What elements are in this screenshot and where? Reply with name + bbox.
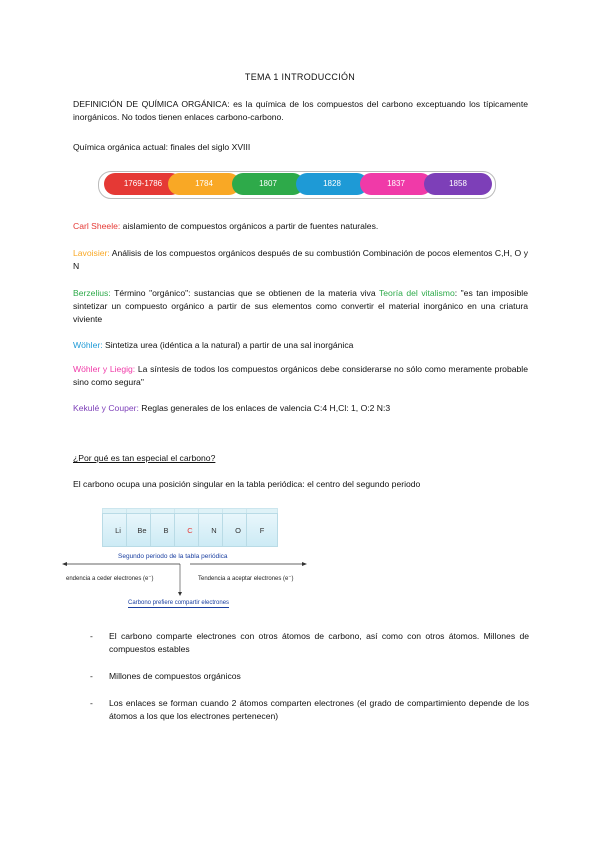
entry-text: Sintetiza urea (idéntica a la natural) a partir de una sal inorgánica [102, 340, 354, 350]
list-item-text: Millones de compuestos orgánicos [109, 671, 241, 681]
entry-name: Lavoisier: [73, 248, 110, 258]
entry-text: aislamiento de compuestos orgánicos a partir de fuentes naturales. [120, 221, 379, 231]
bullet-dash-icon: - [90, 698, 93, 708]
timeline-segment-5 [360, 173, 432, 195]
entry-wohler-liebig [73, 363, 528, 389]
timeline-segment-4 [296, 173, 368, 195]
entry-text: Término "orgánico": sustancias que se obtienen de la materia viva [110, 288, 379, 298]
bullet-dash-icon: - [90, 631, 93, 641]
timeline-label: 1828 [323, 179, 341, 188]
page-title: TEMA 1 INTRODUCCIÓN [244, 72, 356, 82]
tendency-arrows-icon [60, 560, 320, 605]
section-question: ¿Por qué es tan especial el carbono? [73, 453, 216, 463]
timeline-label: 1807 [259, 179, 277, 188]
bullet-dash-icon: - [90, 671, 93, 681]
entry-sheele [73, 220, 528, 233]
entry-name: Kekulé y Couper: [73, 403, 139, 413]
entry-extra-text: : "es tan imposible sintetizar un compuesto orgánico a partir de sus elementos como convertir el material inorgánico en una criatura viviente [73, 288, 528, 324]
element-c: C [174, 513, 206, 547]
definition-paragraph [73, 98, 528, 124]
entry-text: Análisis de los compuestos orgánicos después de su combustión Combinación de pocos elementos C,H, O y N [73, 248, 528, 271]
entry-wohler [73, 339, 528, 352]
element-be: Be [126, 513, 158, 547]
timeline-segment-3 [232, 173, 304, 195]
timeline [98, 171, 498, 197]
element-f: F [246, 513, 278, 547]
list-item-text: El carbono comparte electrones con otros átomos de carbono, así como con otros átomos. Millones de compuestos estables [109, 631, 529, 654]
definition-heading: DEFINICIÓN DE QUÍMICA ORGÁNICA: [73, 99, 230, 109]
list-item-text: Los enlaces se forman cuando 2 átomos comparten electrones (el grado de compartimiento depende de los átomos a los que los electrones pertenecen) [109, 698, 529, 721]
timeline-label: 1858 [449, 179, 467, 188]
definition-text: es la química de los compuestos del carbono exceptuando los típicamente inorgánicos. No todos tienen enlaces carbono-carbono. [73, 99, 528, 122]
entry-name: Carl Sheele: [73, 221, 121, 231]
entry-kekule-couper [73, 402, 528, 415]
timeline-label: 1784 [195, 179, 213, 188]
modern-organic-chemistry: Química orgánica actual: finales del siglo XVIII [73, 142, 251, 152]
carbon-shares-label: Carbono prefiere compartir electrones [128, 600, 230, 606]
entry-text: Reglas generales de los enlaces de valencia C:4 H,Cl: 1, O:2 N:3 [138, 403, 391, 413]
timeline-segment-6 [424, 173, 492, 195]
carbon-position: El carbono ocupa una posición singular en la tabla periódica: el centro del segundo periodo [73, 479, 421, 489]
entry-name: Berzelius: [73, 288, 111, 298]
entry-berzelius [73, 287, 528, 326]
element-n: N [198, 513, 230, 547]
timeline-label: 1837 [387, 179, 405, 188]
timeline-segment-2 [168, 173, 240, 195]
entry-lavoisier [73, 247, 528, 273]
element-li: Li [102, 513, 134, 547]
entry-name: Wöhler: [73, 340, 103, 350]
entry-name: Wöhler y Liegig: [73, 364, 136, 374]
periodic-caption: Segundo periodo de la tabla periódica [118, 553, 228, 560]
tendency-accept-label: Tendencia a aceptar electrones (e⁻) [198, 576, 294, 582]
element-b: B [150, 513, 182, 547]
tendency-donate-label: endencia a ceder electrones (e⁻) [66, 576, 154, 582]
timeline-label: 1769-1786 [123, 179, 163, 188]
entry-text: La síntesis de todos los compuestos orgánicos debe considerarse no sólo como meramente probable sino como segura" [73, 364, 528, 387]
element-o: O [222, 513, 254, 547]
entry-extra-name: Teoría del vitalismo [378, 288, 455, 298]
